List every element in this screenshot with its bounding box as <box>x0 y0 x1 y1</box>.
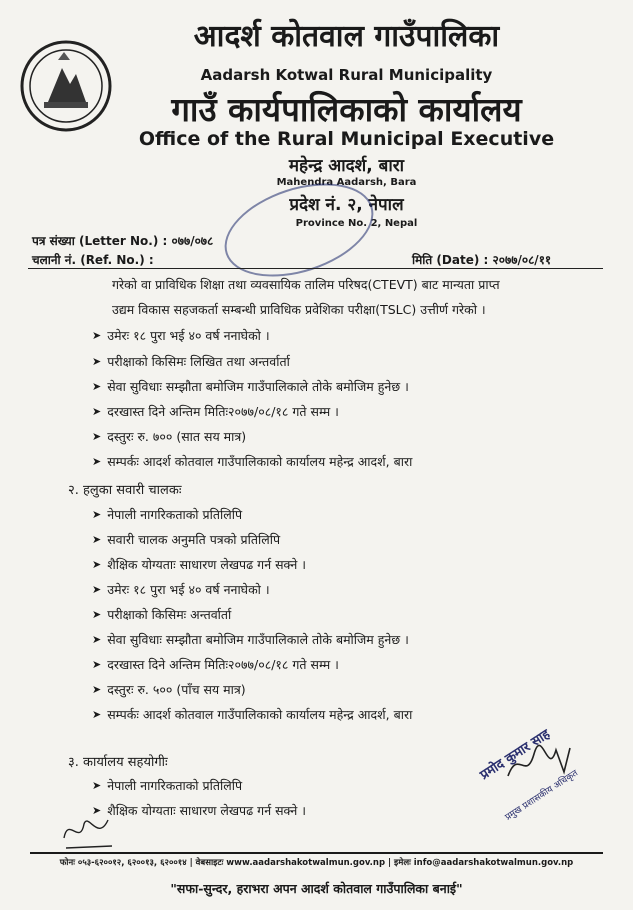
office-name-english: Office of the Rural Municipal Executive <box>138 128 555 150</box>
arrow-bullet-icon: ➤ <box>92 608 102 621</box>
arrow-bullet-icon: ➤ <box>92 405 102 418</box>
list-item: ➤ उमेरः १८ पुरा भई ४० वर्ष ननाघेको । <box>92 328 270 343</box>
list-item: ➤ नेपाली नागरिकताको प्रतिलिपि <box>92 507 243 522</box>
letter-number <box>32 232 213 249</box>
arrow-bullet-icon: ➤ <box>92 583 102 596</box>
ref-label: चलानी नं. (Ref. No.) : <box>32 253 154 267</box>
arrow-bullet-icon: ➤ <box>92 804 102 817</box>
list-item: ➤ सेवा सुविधाः सम्झौता बमोजिम गाउँपालिकाले तोके बमोजिम हुनेछ । <box>92 632 409 647</box>
arrow-bullet-icon: ➤ <box>92 430 102 443</box>
list-item: ➤ दरखास्त दिने अन्तिम मितिः२०७७/०८/१८ गते सम्म । <box>92 404 339 419</box>
province-english: Province No. 2, Nepal <box>295 218 418 229</box>
ref-number <box>32 251 154 268</box>
list-item: ➤ दरखास्त दिने अन्तिम मितिः२०७७/०८/१८ गते सम्म । <box>92 657 339 672</box>
arrow-bullet-icon: ➤ <box>92 355 102 368</box>
initial-mark <box>58 808 116 852</box>
arrow-bullet-icon: ➤ <box>92 455 102 468</box>
list-item: ➤ सेवा सुविधाः सम्झौता बमोजिम गाउँपालिकाले तोके बमोजिम हुनेछ । <box>92 379 409 394</box>
arrow-bullet-icon: ➤ <box>92 633 102 646</box>
date-value: २०७७/०८/११ <box>492 253 552 267</box>
header-divider <box>28 268 603 269</box>
arrow-bullet-icon: ➤ <box>92 329 102 342</box>
footer-slogan: "सफा-सुन्दर, हराभरा अपन आदर्श कोतवाल गाउँपालिका बनाई" <box>170 881 463 896</box>
province-nepali: प्रदेश नं. २, नेपाल <box>289 195 404 215</box>
address-english: Mahendra Aadarsh, Bara <box>276 177 417 188</box>
list-item: ➤ परीक्षाको किसिमः लिखित तथा अन्तर्वार्ता <box>92 354 290 369</box>
arrow-bullet-icon: ➤ <box>92 380 102 393</box>
body-line-2: उद्यम विकास सहजकर्ता सम्बन्धी प्राविधिक प्रवेशिका परीक्षा(TSLC) उत्तीर्ण गरेको । <box>112 302 486 317</box>
letter-value: ०७७/०७८ <box>171 234 214 248</box>
signer-title: प्रमुख प्रशासकीय अधिकृत <box>503 768 580 823</box>
list-item: ➤ उमेरः १८ पुरा भई ४० वर्ष ननाघेको । <box>92 582 270 597</box>
org-name-english: Aadarsh Kotwal Rural Municipality <box>200 66 493 84</box>
date-block <box>412 251 551 268</box>
list-item: ➤ दस्तुरः रु. ७०० (सात सय मात्र) <box>92 429 247 444</box>
footer-contact: फोनः ०५३-६२००१२, ६२००१३, ६२००१४ | वेबसाइटः www.aadarshakotwalmun.gov.np | इमेलः info@aadarshakotwalmun.gov.np <box>59 858 574 868</box>
section-heading-3: ३. कार्यालय सहयोगीः <box>68 755 168 770</box>
arrow-bullet-icon: ➤ <box>92 508 102 521</box>
arrow-bullet-icon: ➤ <box>92 533 102 546</box>
list-item: ➤ सवारी चालक अनुमति पत्रको प्रतिलिपि <box>92 532 281 547</box>
list-item: ➤ परीक्षाको किसिमः अन्तर्वार्ता <box>92 607 232 622</box>
list-item: ➤ सम्पर्कः आदर्श कोतवाल गाउँपालिकाको कार्यालय महेन्द्र आदर्श, बारा <box>92 707 413 722</box>
arrow-bullet-icon: ➤ <box>92 658 102 671</box>
list-item: ➤ शैक्षिक योग्यताः साधारण लेखपढ गर्न सक्ने । <box>92 557 307 572</box>
arrow-bullet-icon: ➤ <box>92 683 102 696</box>
list-item: ➤ दस्तुरः रु. ५०० (पाँच सय मात्र) <box>92 682 246 697</box>
letter-label: पत्र संख्या (Letter No.) : <box>32 234 168 248</box>
section-heading-2: २. हलुका सवारी चालकः <box>68 483 182 498</box>
body-line-1: गरेको वा प्राविधिक शिक्षा तथा व्यवसायिक तालिम परिषद(CTEVT) बाट मान्यता प्राप्त <box>112 277 500 292</box>
arrow-bullet-icon: ➤ <box>92 708 102 721</box>
signer-name: प्रमोद कुमार साह <box>477 726 553 784</box>
list-item: ➤ सम्पर्कः आदर्श कोतवाल गाउँपालिकाको कार्यालय महेन्द्र आदर्श, बारा <box>92 454 413 469</box>
address-nepali: महेन्द्र आदर्श, बारा <box>288 156 405 176</box>
list-item: ➤ शैक्षिक योग्यताः साधारण लेखपढ गर्न सक्ने । <box>92 803 307 818</box>
arrow-bullet-icon: ➤ <box>92 558 102 571</box>
list-item: ➤ नेपाली नागरिकताको प्रतिलिपि <box>92 778 243 793</box>
office-name-nepali: गाउँ कार्यपालिकाको कार्यालय <box>171 90 522 129</box>
arrow-bullet-icon: ➤ <box>92 779 102 792</box>
date-label: मिति (Date) : <box>412 253 489 267</box>
org-name-nepali: आदर्श कोतवाल गाउँपालिका <box>193 19 500 54</box>
footer-divider <box>30 852 603 854</box>
